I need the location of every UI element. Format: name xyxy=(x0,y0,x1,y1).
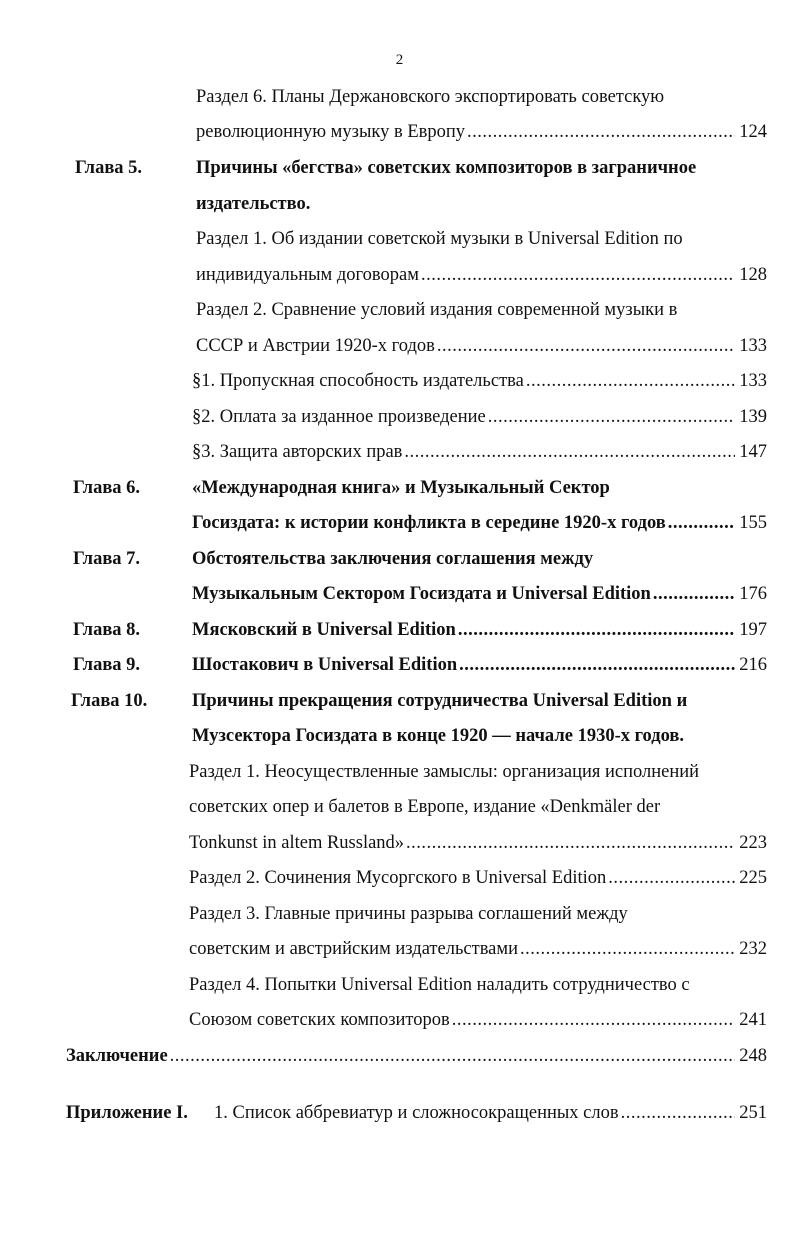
chapter-8-label: Глава 8. xyxy=(73,620,141,640)
dot-leader xyxy=(452,1009,735,1031)
chapter-7-title: Обстоятельства заключения соглашения между xyxy=(192,549,594,569)
chapter-5-paragraph-2 xyxy=(192,406,767,428)
chapter-9-page: 216 xyxy=(739,655,767,675)
chapter-7-leader xyxy=(192,583,767,605)
chapter-5-paragraph-3 xyxy=(192,441,767,463)
chapter-10-section-4-leader xyxy=(189,1009,767,1031)
dot-leader xyxy=(526,370,735,392)
chapter-6-title-cont: Госиздата: к истории конфликта в середине 1920-х годов xyxy=(192,513,666,533)
toc-section-6-leader xyxy=(196,121,767,143)
chapter-5-section-1-title: Раздел 1. Об издании советской музыки в Universal Edition по xyxy=(196,229,683,249)
chapter-10-section-1-title: Раздел 1. Неосуществленные замыслы: организация исполнений xyxy=(189,762,700,782)
chapter-10-section-3-leader xyxy=(189,938,767,960)
chapter-5-title-cont: издательство. xyxy=(196,194,311,214)
appendix-item-page: 251 xyxy=(739,1103,767,1123)
chapter-5-section-2-title: Раздел 2. Сравнение условий издания современной музыки в xyxy=(196,300,678,320)
dot-leader xyxy=(406,832,735,854)
chapter-10-section-2-title: Раздел 2. Сочинения Мусоргского в Universal Edition xyxy=(189,868,607,888)
chapter-10-section-3-title-cont: советским и австрийским издательствами xyxy=(189,939,518,959)
chapter-5-paragraph-1-title: §1. Пропускная способность издательства xyxy=(192,371,524,391)
chapter-10-section-2-page: 225 xyxy=(739,868,767,888)
chapter-10-section-4-title-cont: Союзом советских композиторов xyxy=(189,1010,450,1030)
chapter-10-title: Причины прекращения сотрудничества Universal Edition и xyxy=(192,691,688,711)
chapter-7-label: Глава 7. xyxy=(73,549,141,569)
chapter-5-paragraph-2-page: 139 xyxy=(739,407,767,427)
dot-leader xyxy=(488,406,735,428)
chapter-9-leader xyxy=(192,654,767,676)
chapter-5-label: Глава 5. xyxy=(75,158,143,178)
chapter-10-section-2-leader xyxy=(189,867,767,889)
dot-leader xyxy=(520,938,735,960)
chapter-6-leader xyxy=(192,512,767,534)
dot-leader xyxy=(421,264,735,286)
chapter-10-section-1-title-cont: советских опер и балетов в Европе, издание «Denkmäler der xyxy=(189,797,661,817)
chapter-6-page: 155 xyxy=(739,513,767,533)
chapter-5-paragraph-1 xyxy=(192,370,767,392)
appendix-label: Приложение I. xyxy=(66,1103,188,1123)
dot-leader xyxy=(467,121,735,143)
dot-leader xyxy=(459,654,735,676)
chapter-5-section-2-title-cont: СССР и Австрии 1920-х годов xyxy=(196,336,435,356)
chapter-5-paragraph-1-page: 133 xyxy=(739,371,767,391)
chapter-10-section-1-leader xyxy=(189,832,767,854)
chapter-8-title: Мясковский в Universal Edition xyxy=(192,620,456,640)
chapter-7-title-cont: Музыкальным Сектором Госиздата и Universal Edition xyxy=(192,584,651,604)
chapter-10-label: Глава 10. xyxy=(71,691,148,711)
toc-section-6-title: Раздел 6. Планы Держановского экспортировать советскую xyxy=(196,87,665,107)
dot-leader xyxy=(404,441,735,463)
chapter-9-label: Глава 9. xyxy=(73,655,141,675)
chapter-5-paragraph-3-title: §3. Защита авторских прав xyxy=(192,442,403,462)
chapter-8-leader xyxy=(192,619,767,641)
chapter-10-section-4-title: Раздел 4. Попытки Universal Edition наладить сотрудничество с xyxy=(189,975,690,995)
conclusion-leader xyxy=(66,1045,767,1067)
dot-leader xyxy=(653,583,735,605)
chapter-5-section-1-page: 128 xyxy=(739,265,767,285)
toc-section-6-title-cont: революционную музыку в Европу xyxy=(196,122,466,142)
chapter-8-page: 197 xyxy=(739,620,767,640)
chapter-10-section-3-title: Раздел 3. Главные причины разрыва соглашений между xyxy=(189,904,628,924)
chapter-6-title: «Международная книга» и Музыкальный Сектор xyxy=(192,478,610,498)
appendix-item-title: 1. Список аббревиатур и сложносокращенных слов xyxy=(214,1103,619,1123)
page-number: 2 xyxy=(395,52,404,68)
chapter-5-title: Причины «бегства» советских композиторов в заграничное xyxy=(196,158,697,178)
chapter-5-paragraph-2-title: §2. Оплата за изданное произведение xyxy=(192,407,486,427)
chapter-5-section-1-title-cont: индивидуальным договорам xyxy=(196,265,419,285)
chapter-10-section-3-page: 232 xyxy=(739,939,767,959)
chapter-10-section-1-title-end: Tonkunst in altem Russland» xyxy=(189,833,405,853)
dot-leader xyxy=(608,867,735,889)
chapter-5-section-2-page: 133 xyxy=(739,336,767,356)
chapter-5-paragraph-3-page: 147 xyxy=(739,442,767,462)
chapter-6-label: Глава 6. xyxy=(73,478,141,498)
chapter-10-title-cont: Музсектора Госиздата в конце 1920 — начале 1930-х годов. xyxy=(192,726,685,746)
chapter-10-section-1-page: 223 xyxy=(739,833,767,853)
conclusion-title: Заключение xyxy=(66,1046,168,1066)
chapter-9-title: Шостакович в Universal Edition xyxy=(192,655,458,675)
dot-leader xyxy=(621,1102,735,1124)
chapter-10-section-4-page: 241 xyxy=(739,1010,767,1030)
dot-leader xyxy=(437,335,735,357)
toc-section-6-page: 124 xyxy=(739,122,767,142)
dot-leader xyxy=(668,512,735,534)
conclusion-page: 248 xyxy=(739,1046,767,1066)
appendix-item-leader xyxy=(214,1102,767,1124)
chapter-7-page: 176 xyxy=(739,584,767,604)
chapter-5-section-1-leader xyxy=(196,264,767,286)
dot-leader xyxy=(170,1045,735,1067)
chapter-5-section-2-leader xyxy=(196,335,767,357)
dot-leader xyxy=(458,619,735,641)
